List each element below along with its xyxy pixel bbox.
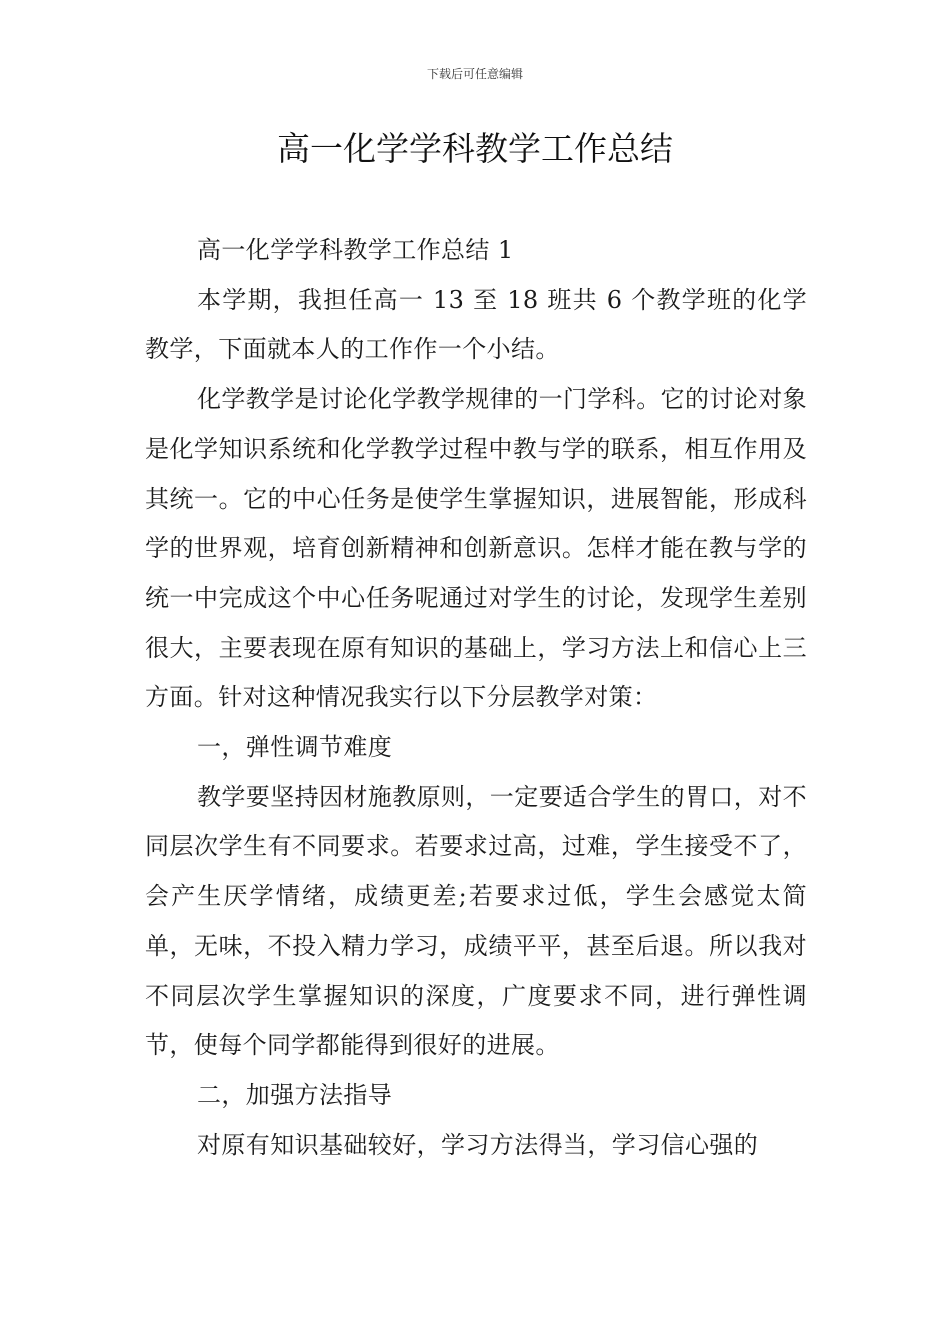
document-body <box>145 226 807 1170</box>
section-heading: 高一化学学科教学工作总结 1 <box>197 236 514 264</box>
subsection-heading: 二，加强方法指导 <box>197 1080 393 1109</box>
body-paragraph: 本学期，我担任高一 13 至 18 班共 6 个教学班的化学教学，下面就本人的工作作一个小结。 <box>145 285 807 364</box>
document-title: 高一化学学科教学工作总结 <box>277 129 673 168</box>
subsection-heading: 一，弹性调节难度 <box>197 733 393 762</box>
header-note: 下载后可任意编辑 <box>426 67 523 81</box>
body-paragraph: 化学教学是讨论化学教学规律的一门学科。它的讨论对象是化学知识系统和化学教学过程中教与学的联系，相互作用及其统一。它的中心任务是使学生掌握知识，进展智能，形成科学的世界观，培育创新精神和创新意识。怎样才能在教与学的统一中完成这个中心任务呢通过对学生的讨论，发现学生差别很大，主要表现在原有知识的基础上，学习方法上和信心上三方面。针对这种情况我实行以下分层教学对策： <box>145 385 807 712</box>
body-paragraph: 教学要坚持因材施教原则，一定要适合学生的胃口，对不同层次学生有不同要求。若要求过高，过难，学生接受不了，会产生厌学情绪，成绩更差;若要求过低，学生会感觉太简单，无味，不投入精力学习，成绩平平，甚至后退。所以我对不同层次学生掌握知识的深度，广度要求不同，进行弹性调节，使每个同学都能得到很好的进展。 <box>145 782 807 1060</box>
body-paragraph: 对原有知识基础较好，学习方法得当，学习信心强的 <box>197 1130 759 1159</box>
